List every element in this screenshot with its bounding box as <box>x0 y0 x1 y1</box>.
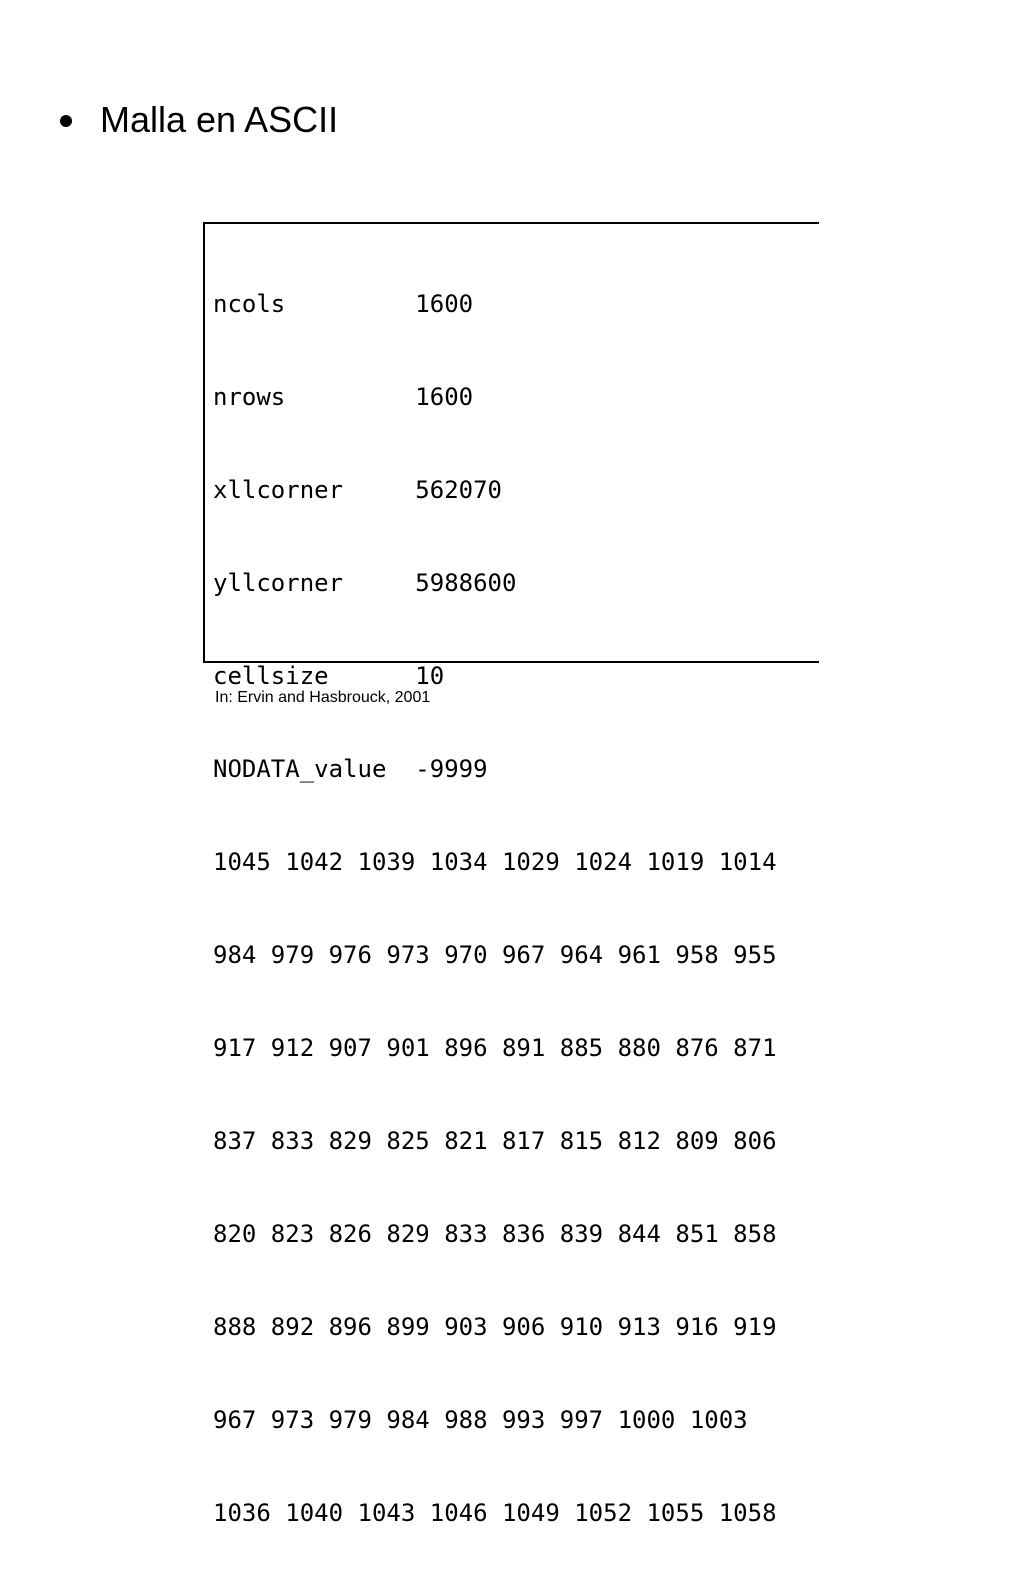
data-row: 837 833 829 825 821 817 815 812 809 806 <box>213 1127 777 1155</box>
header-cellsize-line: cellsize 10 <box>213 662 445 690</box>
header-nodata-line: NODATA_value -9999 <box>213 755 488 783</box>
data-row: 820 823 826 829 833 836 839 844 851 858 <box>213 1220 777 1248</box>
bullet-icon <box>60 115 72 127</box>
data-row: 1036 1040 1043 1046 1049 1052 1055 1058 <box>213 1499 777 1527</box>
header-yllcorner-line: yllcorner 5988600 <box>213 569 517 597</box>
header-ncols-line: ncols 1600 <box>213 290 474 318</box>
data-row: 967 973 979 984 988 993 997 1000 1003 <box>213 1406 748 1434</box>
source-caption: In: Ervin and Hasbrouck, 2001 <box>215 689 431 706</box>
title-bullet-item <box>60 92 338 148</box>
header-xllcorner-line: xllcorner 562070 <box>213 476 502 504</box>
data-row: 1045 1042 1039 1034 1029 1024 1019 1014 <box>213 848 777 876</box>
data-row: 917 912 907 901 896 891 885 880 876 871 <box>213 1034 777 1062</box>
slide-title: Malla en ASCII <box>100 99 339 140</box>
ascii-grid-text <box>213 227 777 1591</box>
data-row: 984 979 976 973 970 967 964 961 958 955 <box>213 941 777 969</box>
data-row: 888 892 896 899 903 906 910 913 916 919 <box>213 1313 777 1341</box>
header-nrows-line: nrows 1600 <box>213 383 474 411</box>
